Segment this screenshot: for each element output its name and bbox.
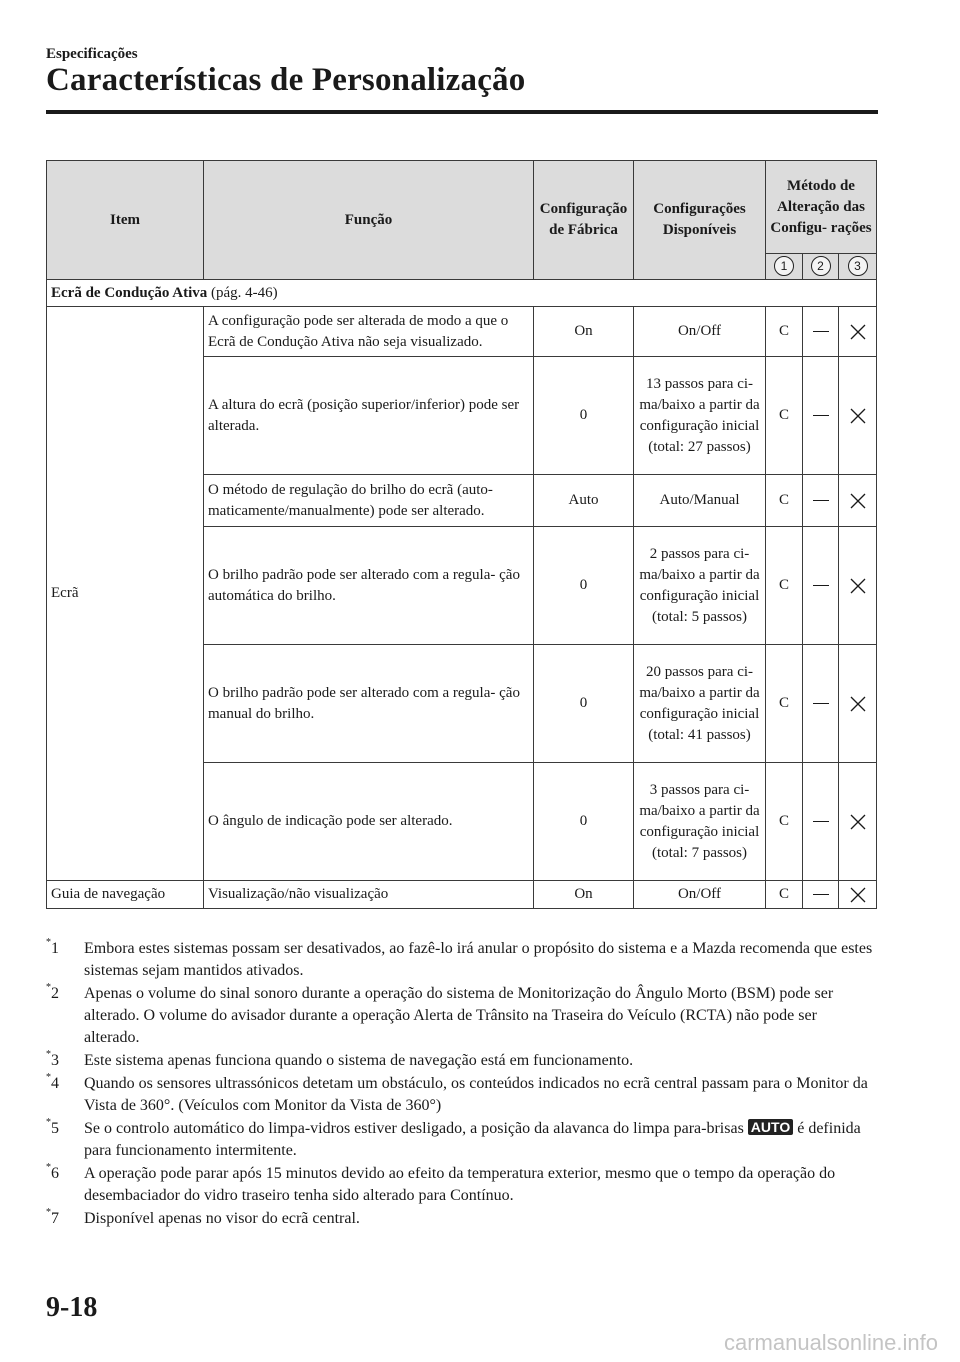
x-mark-icon <box>839 763 877 881</box>
row-disponiveis: Auto/Manual <box>634 475 766 527</box>
table-row <box>47 307 877 357</box>
row-disponiveis: On/Off <box>634 307 766 357</box>
footnote-text: Este sistema apenas funciona quando o sistema de navegação está em funcionamento. <box>84 1052 634 1069</box>
row-disponiveis: 13 passos para ci- ma/baixo a partir da configuração inicial (total: 27 passos) <box>634 357 766 475</box>
row-method-1: C <box>766 645 803 763</box>
row-fabrica: 0 <box>534 645 634 763</box>
x-mark-icon <box>839 881 877 909</box>
footnote-text: Quando os sensores ultrassónicos detetam um obstáculo, os conteúdos indicados no ecrã central passam para o Monitor da Vista de 360°. (Veículos com Monitor da Vista de 360°) <box>84 1075 868 1114</box>
dash-mark <box>803 307 839 357</box>
row-funcao: O brilho padrão pode ser alterado com a regula- ção automática do brilho. <box>204 527 534 645</box>
header-metodo: Método de Alteração das Configu- rações <box>766 161 877 254</box>
x-mark-icon <box>839 527 877 645</box>
x-mark-icon <box>839 645 877 763</box>
footnote: *2 Apenas o volume do sinal sonoro durante a operação do sistema de Monitorização do Ângulo Morto (BSM) pode ser alterado. O volume do avisador durante a operação Alerta de Trânsito na Traseira do Veículo (RCTA) não pode ser alterado. <box>46 982 834 1046</box>
section-label: Especificações <box>46 46 138 62</box>
row-fabrica: 0 <box>534 763 634 881</box>
row-method-1: C <box>766 475 803 527</box>
row-item-guia: Guia de navegação <box>47 881 204 909</box>
footnote-text: Apenas o volume do sinal sonoro durante a operação do sistema de Monitorização do Ângulo Morto (BSM) pode ser alterado. O volume do avisador durante a operação Alerta de Trânsito na Traseira do Veículo (RCTA) não pode ser alterado. <box>84 985 834 1046</box>
watermark: carmanualsonline.info <box>723 1330 938 1355</box>
x-mark-icon <box>839 307 877 357</box>
footnote-text: Se o controlo automático do limpa-vidros estiver desligado, a posição da alavanca do limpa para-brisas <box>84 1120 744 1137</box>
footnote-number: 3 <box>51 1052 59 1069</box>
footnote-number: 6 <box>51 1165 59 1182</box>
row-fabrica: On <box>534 881 634 909</box>
header-row <box>47 161 877 254</box>
footnote-text: Disponível apenas no visor do ecrã central. <box>84 1210 360 1227</box>
dash-mark <box>803 357 839 475</box>
footnote-number: 5 <box>51 1120 59 1137</box>
page-number: 9-18 <box>46 1292 98 1323</box>
row-funcao: O brilho padrão pode ser alterado com a regula- ção manual do brilho. <box>204 645 534 763</box>
section-page-ref: (pág. 4-46) <box>211 284 278 301</box>
row-method-1: C <box>766 763 803 881</box>
row-funcao: O ângulo de indicação pode ser alterado. <box>204 763 534 881</box>
header-disponiveis: Configurações Disponíveis <box>634 161 766 280</box>
row-disponiveis: On/Off <box>634 881 766 909</box>
footnote: *1 Embora estes sistemas possam ser desativados, ao fazê-lo irá anular o propósito do sistema e a Mazda recomenda que estes sistemas sejam mantidos ativados. <box>46 937 873 979</box>
footnote: *4 Quando os sensores ultrassónicos detetam um obstáculo, os conteúdos indicados no ecrã central passam para o Monitor da Vista de 360°. (Veículos com Monitor da Vista de 360°) <box>46 1072 868 1114</box>
x-mark-icon <box>839 357 877 475</box>
row-method-1: C <box>766 307 803 357</box>
dash-mark <box>803 475 839 527</box>
dash-mark <box>803 881 839 909</box>
footnote: *5 Se o controlo automático do limpa-vidros estiver desligado, a posição da alavanca do limpa para-brisas AUTO é definida para funcionamento intermitente. <box>46 1117 861 1159</box>
footnote: *6 A operação pode parar após 15 minutos devido ao efeito da temperatura exterior, mesmo que o tempo da operação do desembaciador do vidro traseiro tenha sido alterado para Contínuo. <box>46 1162 836 1204</box>
title-rule <box>46 110 878 114</box>
footnote: *3 Este sistema apenas funciona quando o sistema de navegação está em funcionamento. <box>46 1049 634 1069</box>
row-disponiveis: 3 passos para ci- ma/baixo a partir da configuração inicial (total: 7 passos) <box>634 763 766 881</box>
footnote-text-continued: é definida para funcionamento intermitente. <box>84 1120 861 1159</box>
header-fabrica: Configuração de Fábrica <box>534 161 634 280</box>
header-item: Item <box>47 161 204 280</box>
footnote-number: 2 <box>51 985 59 1002</box>
footnote-text: A operação pode parar após 15 minutos devido ao efeito da temperatura exterior, mesmo que o tempo da operação do desembaciador do vidro traseiro tenha sido alterado para Contínuo. <box>84 1165 836 1204</box>
customization-table <box>46 160 877 909</box>
row-fabrica: 0 <box>534 357 634 475</box>
footnote-text: Embora estes sistemas possam ser desativados, ao fazê-lo irá anular o propósito do sistema e a Mazda recomenda que estes sistemas sejam mantidos ativados. <box>84 940 873 979</box>
auto-badge-icon: AUTO <box>748 1119 793 1135</box>
row-method-1: C <box>766 881 803 909</box>
table-row <box>47 881 877 909</box>
dash-mark <box>803 527 839 645</box>
footnote-number: 7 <box>51 1210 59 1227</box>
dash-mark <box>803 645 839 763</box>
row-funcao: A configuração pode ser alterada de modo a que o Ecrã de Condução Ativa não seja visualizado. <box>204 307 534 357</box>
row-disponiveis: 20 passos para ci- ma/baixo a partir da configuração inicial (total: 41 passos) <box>634 645 766 763</box>
footnotes <box>46 938 876 1231</box>
row-method-1: C <box>766 357 803 475</box>
x-mark-icon <box>839 475 877 527</box>
footnote: *7 Disponível apenas no visor do ecrã central. <box>46 1207 360 1227</box>
method-number-1: 1 <box>766 254 803 280</box>
row-fabrica: 0 <box>534 527 634 645</box>
section-row <box>47 280 877 307</box>
row-funcao: O método de regulação do brilho do ecrã (auto- maticamente/manualmente) pode ser alterado. <box>204 475 534 527</box>
row-fabrica: On <box>534 307 634 357</box>
row-method-1: C <box>766 527 803 645</box>
footnote-number: 1 <box>51 940 59 957</box>
row-funcao: Visualização/não visualização <box>204 881 534 909</box>
row-disponiveis: 2 passos para ci- ma/baixo a partir da configuração inicial (total: 5 passos) <box>634 527 766 645</box>
footnote-number: 4 <box>51 1075 59 1092</box>
section-title: Ecrã de Condução Ativa <box>51 284 208 301</box>
dash-mark <box>803 763 839 881</box>
header-funcao: Função <box>204 161 534 280</box>
row-fabrica: Auto <box>534 475 634 527</box>
method-number-2: 2 <box>803 254 839 280</box>
method-number-3: 3 <box>839 254 877 280</box>
page-title: Características de Personalização <box>46 62 526 98</box>
row-item-ecra: Ecrã <box>47 307 204 881</box>
row-funcao: A altura do ecrã (posição superior/inferior) pode ser alterada. <box>204 357 534 475</box>
